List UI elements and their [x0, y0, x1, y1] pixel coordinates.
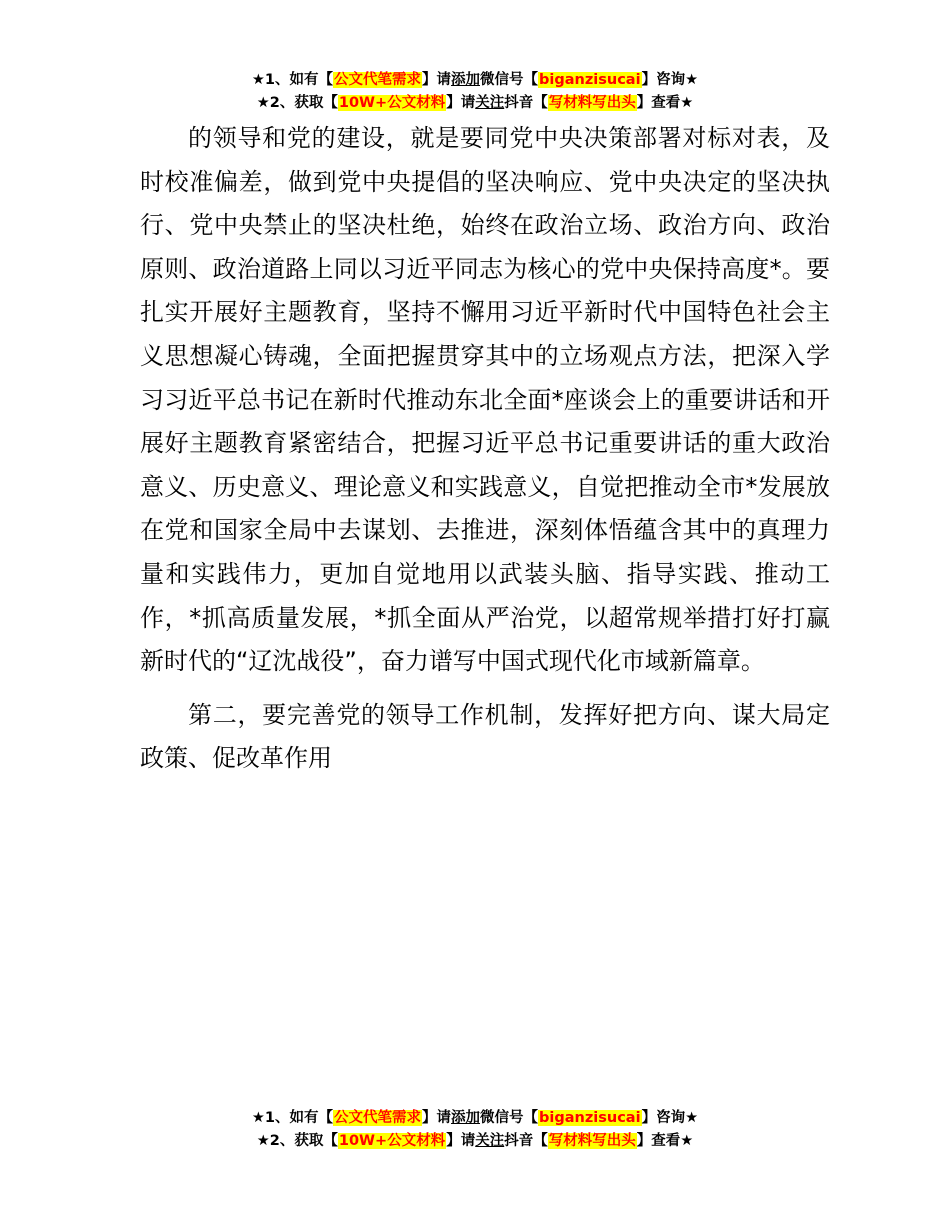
- footer-banner: [0, 1107, 950, 1153]
- banner-text: ★1、如有【: [251, 72, 334, 88]
- paragraph-1: 的领导和党的建设，就是要同党中央决策部署对标对表，及时校准偏差，做到党中央提倡的坚决响应、党中央决定的坚决执行、党中央禁止的坚决杜绝，始终在政治立场、政治方向、政治原则、政治道路上同以习近平同志为核心的党中央保持高度*。要扎实开展好主题教育，坚持不懈用习近平新时代中国特色社会主义思想凝心铸魂，全面把握贯穿其中的立场观点方法，把深入学习习近平总书记在新时代推动东北全面*座谈会上的重要讲话和开展好主题教育紧密结合，把握习近平总书记重要讲话的重大政治意义、历史意义、理论意义和实践意义，自觉把推动全市*发展放在党和国家全局中去谋划、去推进，深刻体悟蕴含其中的真理力量和实践伟力，更加自觉地用以武装头脑、指导实践、推动工作，*抓高质量发展，*抓全面从严治党，以超常规举措打好打赢新时代的“辽沈战役”，奋力谱写中国式现代化市域新篇章。: [140, 124, 830, 676]
- banner-text: 】查看★: [636, 95, 694, 111]
- banner-text: 】请: [422, 72, 452, 88]
- highlight-douyin-account: 写材料写出头: [548, 1133, 636, 1149]
- highlight-materials: 10W+公文材料: [338, 1133, 446, 1149]
- paragraph-2: 第二，要完善党的领导工作机制，发挥好把方向、谋大局定政策、促改革作用: [140, 700, 830, 773]
- banner-text: 】请: [446, 95, 476, 111]
- banner-line-2: [0, 1130, 950, 1153]
- banner-text: ★1、如有【: [251, 1110, 334, 1126]
- banner-text: 】请: [446, 1133, 476, 1149]
- banner-text: 】咨询★: [641, 72, 699, 88]
- banner-text: 微信号【: [480, 72, 539, 88]
- banner-line-1: [0, 69, 950, 92]
- underlined-text: 关注: [475, 95, 505, 111]
- banner-text: 抖音【: [504, 1133, 548, 1149]
- header-banner: [0, 69, 950, 115]
- banner-text: ★2、获取【: [256, 1133, 338, 1149]
- highlight-douyin-account: 写材料写出头: [548, 95, 636, 111]
- banner-text: 】咨询★: [641, 1110, 699, 1126]
- banner-text: 】请: [422, 1110, 452, 1126]
- underlined-text: 关注: [475, 1133, 505, 1149]
- banner-text: 微信号【: [480, 1110, 539, 1126]
- highlight-materials: 10W+公文材料: [338, 95, 446, 111]
- banner-text: 抖音【: [504, 95, 548, 111]
- banner-line-1: [0, 1107, 950, 1130]
- banner-text: 】查看★: [636, 1133, 694, 1149]
- banner-text: ★2、获取【: [256, 95, 338, 111]
- highlight-wechat-id: biganzisucai: [539, 72, 641, 88]
- highlight-wechat-id: biganzisucai: [539, 1110, 641, 1126]
- highlight-service: 公文代笔需求: [334, 1110, 422, 1126]
- underlined-text: 添加: [451, 1110, 481, 1126]
- underlined-text: 添加: [451, 72, 481, 88]
- document-body: [140, 117, 830, 781]
- banner-line-2: [0, 92, 950, 115]
- highlight-service: 公文代笔需求: [334, 72, 422, 88]
